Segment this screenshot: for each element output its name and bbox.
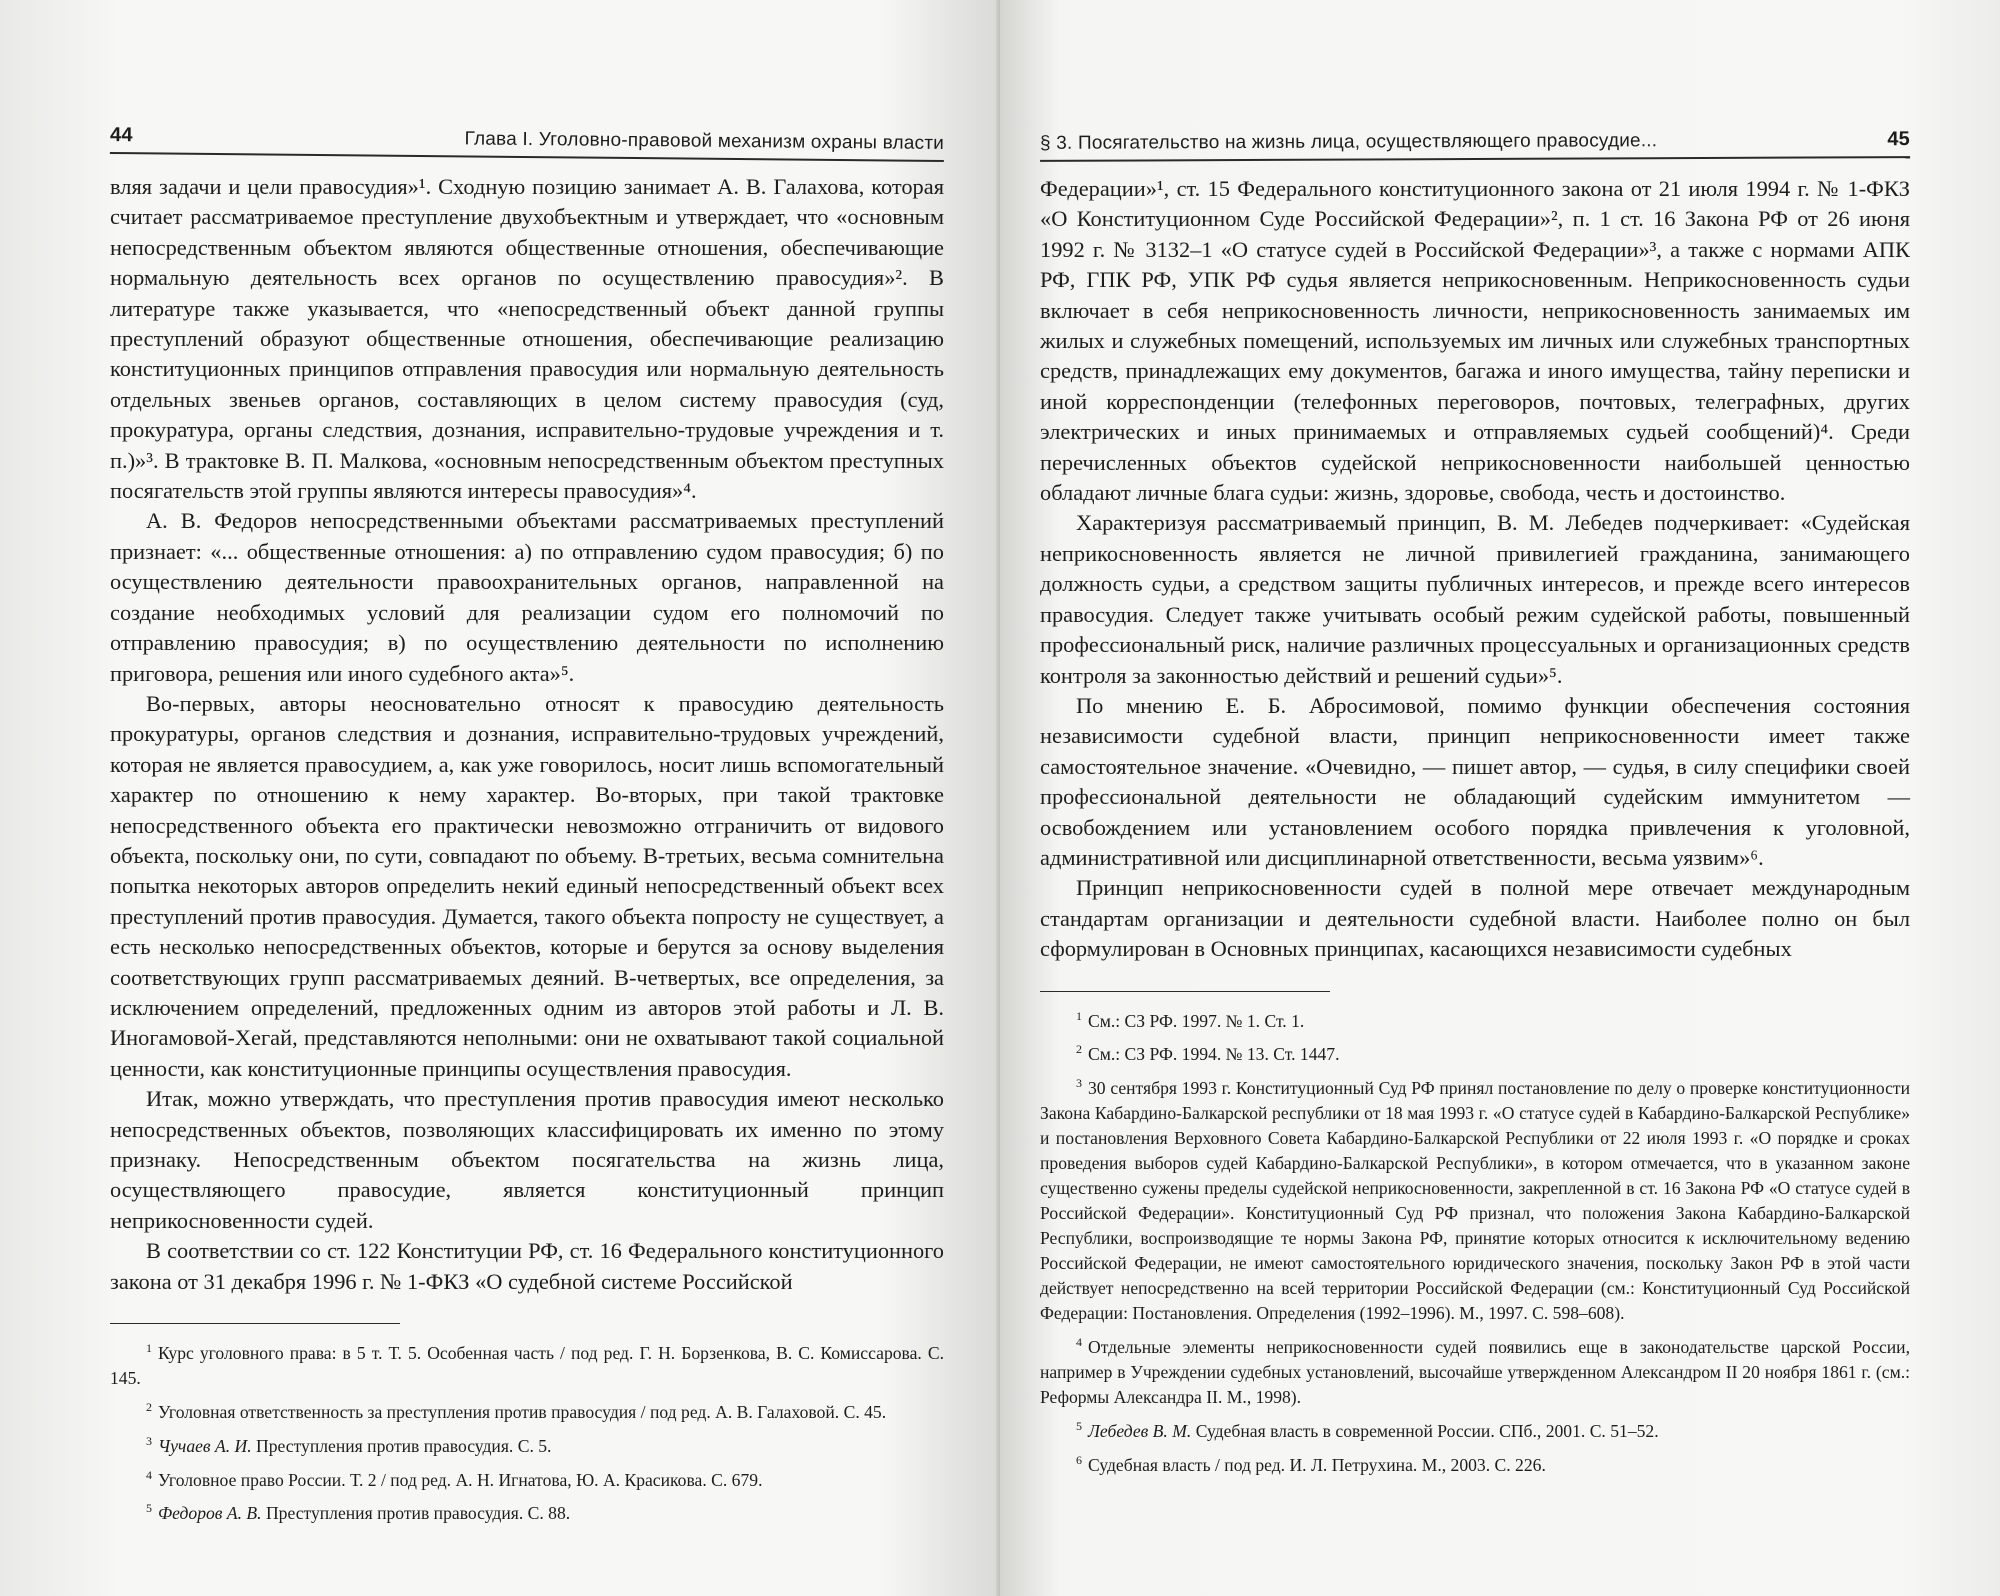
left-paragraph-5: В соответствии со ст. 122 Конституции РФ, ст. 16 Федерального конституционного закона от 31 декабря 1996 г. № 1-ФКЗ «О судебной системе Российской — [110, 1238, 944, 1294]
left-footnotes — [110, 1336, 944, 1526]
left-paragraph-3: Во-первых, авторы неосновательно относят к правосудию деятельность прокуратуры, органов следствия и дознания, исправительно-трудовых учреждений, которая не является правосудием, а, как уже говорилось, носит лишь вспомогательный характер по отношению к нему характер. Во-вторых, при такой трактовке непосредственного объекта его практически невозможно отграничить от видового объекта, поскольку они, по сути, совпадают по объему. В-третьих, весьма сомнительна попытка некоторых авторов определить некий единый непосредственный объект всех преступлений против правосудия. Думается, такого объекта попросту не существует, а есть несколько непосредственных объектов, которые и берутся за основу выделения соответствующих групп рассматриваемых деяний. В-четвертых, все определения, за исключением определений, предложенных одним из авторов этой работы и Л. В. Иногамовой-Хегай, представляются неполными: они не охватывают такой социальной ценности, как конституционные принципы осуществления правосудия. — [110, 690, 944, 1081]
left-footnote-2: $^2$ Уголовная ответственность за преступления против правосудия / под ред. А. В. Галаховой. С. 45. — [146, 1399, 887, 1422]
right-page-number: 45 — [1887, 128, 1911, 151]
right-footnotes — [1040, 1004, 1910, 1478]
right-paragraph-1: Федерации»¹, ст. 15 Федерального конституционного закона от 21 июля 1994 г. № 1-ФКЗ «О Конституционном Суде Российской Федерации»², п. 1 ст. 16 Закона РФ от 26 июня 1992 г. № 3132–1 «О статусе судей в Российской Федерации»³, а также с нормами АПК РФ, ГПК РФ, УПК РФ судья является неприкосновенным. Неприкосновенность судьи включает в себя неприкосновенность личности, неприкосновенность занимаемых им жилых и служебных помещений, используемых им личных или служебных транспортных средств, принадлежащих ему документов, багажа и иного имущества, тайну переписки и иной корреспонденции (телефонных переговоров, почтовых, телеграфных, других электрических и иных принимаемых и отправляемых судьей сообщений)⁴. Среди перечисленных объектов судейской неприкосновенности наибольшей ценностью обладают личные блага судьи: жизнь, здоровье, свобода, честь и достоинство. — [1040, 176, 1910, 506]
right-paragraph-4: Принцип неприкосновенности судей в полной мере отвечает международным стандартам организации и деятельности судебной власти. Наиболее полно он был сформулирован в Основных принципах, касающихся независимости судебных — [1040, 875, 1910, 962]
right-footnote-2: $^2$ См.: СЗ РФ. 1994. № 13. Ст. 1447. — [1076, 1042, 1340, 1065]
right-running-head — [1040, 128, 1910, 162]
right-paragraph-2: Характеризуя рассматриваемый принцип, В. М. Лебедев подчеркивает: «Судейская неприкосновенность является не личной привилегией гражданина, занимающего должность судьи, а средством защиты публичных интересов, и прежде всего интересов правосудия. Следует также учитывать особый режим судейской работы, повышенный профессиональный риск, наличие различных процессуальных и организационных средств контроля за законностью действий и решений судьи»⁵. — [1040, 510, 1910, 688]
left-paragraph-4: Итак, можно утверждать, что преступления против правосудия имеют несколько непосредственных объектов, позволяющих классифицировать их именно по этому признаку. Непосредственным объектом посягательства на жизнь лица, осуществляющего правосудие, является конституционный принцип неприкосновенности судей. — [110, 1086, 944, 1233]
right-footnote-5: $^5$ Лебедев В. М. Судебная власть в современной России. СПб., 2001. С. 51–52. — [1076, 1419, 1659, 1441]
left-footnote-4: $^4$ Уголовное право России. Т. 2 / под ред. А. Н. Игнатова, Ю. А. Красикова. С. 679. — [146, 1467, 763, 1490]
left-page-number: 44 — [109, 123, 133, 147]
right-paragraph-3: По мнению Е. Б. Абросимовой, помимо функции обеспечения состояния независимости судебной власти, принцип неприкосновенности имеет также самостоятельное значение. «Очевидно, — пишет автор, — судья, в силу специфики своей профессиональной деятельности не обладающий судейским иммунитетом — освобождением или установлением особого порядка привлечения к уголовной, административной или дисциплинарной ответственности, весьма уязвим»⁶. — [1040, 692, 1910, 870]
left-running-head — [110, 124, 944, 162]
left-footnote-3: $^3$ Чучаев А. И. Преступления против правосудия. С. 5. — [146, 1433, 552, 1456]
left-footnote-1: $^1$ Курс уголовного права: в 5 т. Т. 5. Особенная часть / под ред. Г. Н. Борзенкова, В. С. Комиссарова. С. 145. — [110, 1341, 944, 1388]
left-paragraph-2: А. В. Федоров непосредственными объектами рассматриваемых преступлений признает: «... общественные отношения: а) по отправлению судом правосудия; б) по осуществлению деятельности правоохранительных органов, направленной на создание необходимых условий для реализации судом его полномочий по отправлению правосудия; в) по осуществлению деятельности по исполнению приговора, решения или иного судебного акта»⁵. — [110, 508, 944, 686]
right-footnote-3: $^3$ 30 сентября 1993 г. Конституционный Суд РФ принял постановление по делу о проверке конституционности Закона Кабардино-Балкарской республики от 18 мая 1993 г. «О статусе судей в Кабардино-Балкарской Республике» и постановления Верховного Совета Кабардино-Балкарской Республики от 22 июля 1993 г. «О порядке и сроках проведения выборов судей Кабардино-Балкарской Республики», в котором отмечается, что в указанном законе существенно сужены пределы судейской неприкосновенности, закрепленной в ст. 16 Закона РФ «О статусе судей в Российской Федерации». Конституционный Суд РФ признал, что положения Закона Кабардино-Балкарской Республики, воспроизводящие те нормы Закона РФ, принятие которых относится к исключительному ведению Российской Федерации, не имеют самостоятельного юридического значения, поскольку Закон РФ в этой части действует непосредственно на всей территории Российской Федерации (см.: Конституционный Суд Российской Федерации: Постановления. Определения (1992–1996). М., 1997. С. 598–608). — [1040, 1076, 1910, 1324]
right-footnote-1: $^1$ См.: СЗ РФ. 1997. № 1. Ст. 1. — [1076, 1008, 1305, 1031]
left-paragraph-1: вляя задачи и цели правосудия»¹. Сходную позицию занимает А. В. Галахова, которая считает рассматриваемое преступление двухобъектным и утверждает, что «основным непосредственным объектом являются общественные отношения, обеспечивающие нормальную деятельность всех органов по осуществлению правосудия»². В литературе также указывается, что «непосредственный объект данной группы преступлений образуют общественные отношения, обеспечивающие реализацию конституционных принципов отправления правосудия или нормальную деятельность отдельных звеньев органов, составляющих в целом систему правосудия (суд, прокуратура, органы следствия, дознания, исправительно-трудовые учреждения и т. п.)»³. В трактовке В. П. Малкова, «основным непосредственным объектом преступных посягательств этой группы являются интересы правосудия»⁴. — [110, 174, 944, 504]
right-footnote-6: $^6$ Судебная власть / под ред. И. Л. Петрухина. М., 2003. С. 226. — [1076, 1452, 1546, 1475]
left-body-text — [110, 172, 944, 1297]
right-page — [1000, 0, 2000, 1596]
right-footnote-rule — [1040, 991, 1330, 992]
right-body-text — [1040, 174, 1910, 965]
left-running-head-title: Глава I. Уголовно-правовой механизм охраны власти — [464, 128, 945, 155]
left-footnote-rule — [110, 1323, 400, 1324]
left-footnote-5: $^5$ Федоров А. В. Преступления против правосудия. С. 88. — [146, 1501, 571, 1524]
right-running-head-title: § 3. Посягательство на жизнь лица, осуществляющего правосудие... — [1039, 130, 1658, 154]
right-footnote-4: $^4$ Отдельные элементы неприкосновенности судей появились еще в законодательстве царской России, например в Учреждении судебных установлений, высочайше утвержденном Александром II 20 ноября 1861 г. (см.: Реформы Александра II. М., 1998). — [1040, 1335, 1910, 1407]
